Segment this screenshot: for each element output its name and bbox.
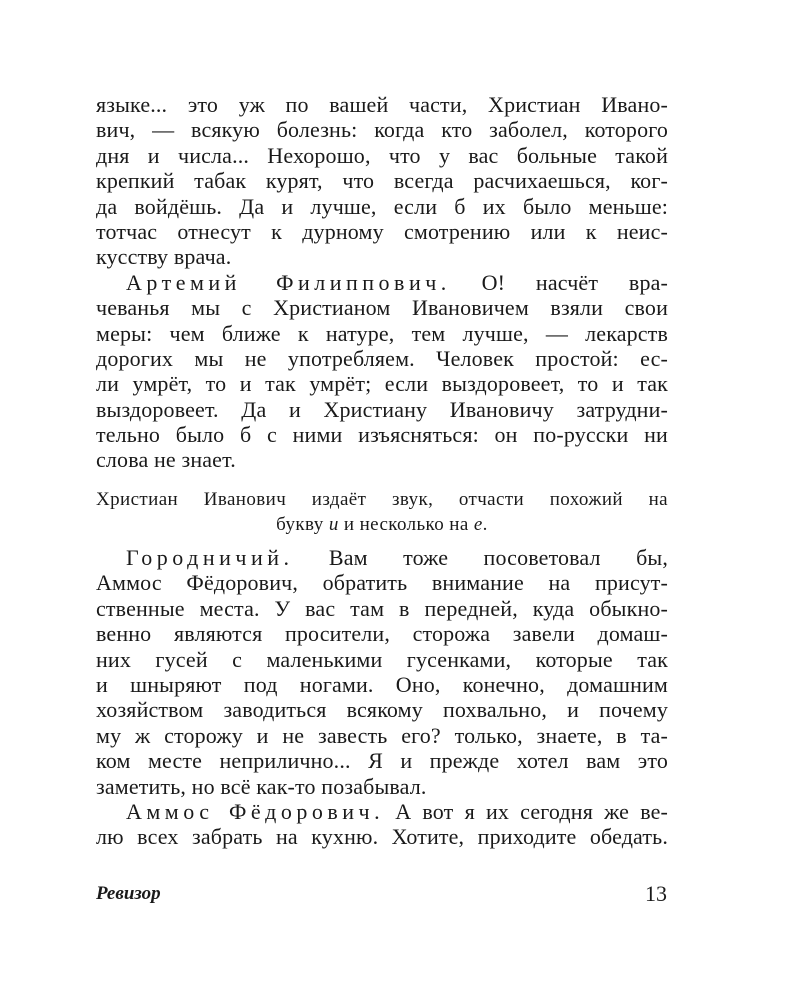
text-block-top (96, 92, 668, 473)
text-line: языке... это уж по вашей части, Христиан Ивано- (96, 92, 668, 117)
text-line: венно являются просители, сторожа завели домаш- (96, 621, 668, 647)
running-footer-title: Ревизор (96, 883, 161, 904)
dialogue-line (96, 545, 668, 570)
text-line: кусству врача. (96, 244, 232, 270)
text-line: них гусей с маленькими гусенками, которые так (96, 646, 668, 672)
text-line: тельно было б с ними изъясняться: он по-русски ни (96, 422, 668, 448)
text-line: ком месте неприлично... Я и прежде хотел вам это (96, 748, 668, 774)
stage-line (96, 512, 668, 537)
dialogue-text: Вам тоже посоветовал бы, (293, 545, 668, 570)
stage-text: букву (276, 514, 329, 535)
text-line: слова не знает. (96, 447, 236, 473)
text-line: крепкий табак курят, что всегда расчихаешься, ког- (96, 168, 668, 194)
stage-italic-letter: е (473, 514, 483, 535)
text-line: тотчас отнесут к дурному смотрению или к неис- (96, 218, 668, 244)
text-line: ли умрёт, то и так умрёт; если выздоровеет, то и так (96, 371, 668, 397)
text-line: чеванья мы с Христианом Ивановичем взяли свои (96, 295, 668, 321)
text-line: заметить, но всё как-то позабывал. (96, 773, 427, 799)
page-number: 13 (645, 881, 667, 906)
text-block-bottom (96, 545, 668, 850)
text-line: выздоровеет. Да и Христиану Ивановичу затрудни- (96, 396, 668, 422)
text-line: да войдёшь. Да и лучше, если б их было меньше: (96, 193, 668, 219)
text-line: лю всех забрать на кухню. Хотите, приходите обедать. (96, 824, 668, 850)
speaker-name: Городничий. (126, 545, 294, 570)
text-line: и шныряют под ногами. Оно, конечно, домашним (96, 671, 668, 697)
dialogue-line (96, 799, 668, 824)
text-line: му ж сторожу и не завесть его? только, знаете, в та- (96, 722, 668, 748)
dialogue-text: А вот я их сегодня же ве- (384, 798, 669, 824)
text-line: вич, — всякую болезнь: когда кто заболел, которого (96, 117, 668, 143)
dialogue-line (96, 270, 668, 295)
speaker-name: Артемий Филиппович. (126, 269, 451, 295)
text-line: хозяйством заводиться всякому похвально, и почему (96, 697, 668, 723)
text-line: Аммос Фёдорович, обратить внимание на присут- (96, 570, 668, 596)
stage-text: . (482, 514, 488, 535)
text-line: дорогих мы не употребляем. Человек простой: ес- (96, 345, 668, 371)
text-line: дня и числа... Нехорошо, что у вас больные такой (96, 142, 668, 168)
stage-italic-letter: и (328, 514, 339, 535)
text-line: меры: чем ближе к натуре, тем лучше, — лекарств (96, 320, 668, 346)
speaker-name: Аммос Фёдорович. (126, 798, 385, 824)
stage-text: и несколько на (338, 514, 474, 535)
dialogue-text: О! насчёт вра- (450, 269, 668, 295)
stage-line: Христиан Иванович издаёт звук, отчасти похожий на (96, 489, 668, 510)
text-line: ственные места. У вас там в передней, куда обыкно- (96, 595, 668, 621)
stage-direction (96, 487, 668, 537)
